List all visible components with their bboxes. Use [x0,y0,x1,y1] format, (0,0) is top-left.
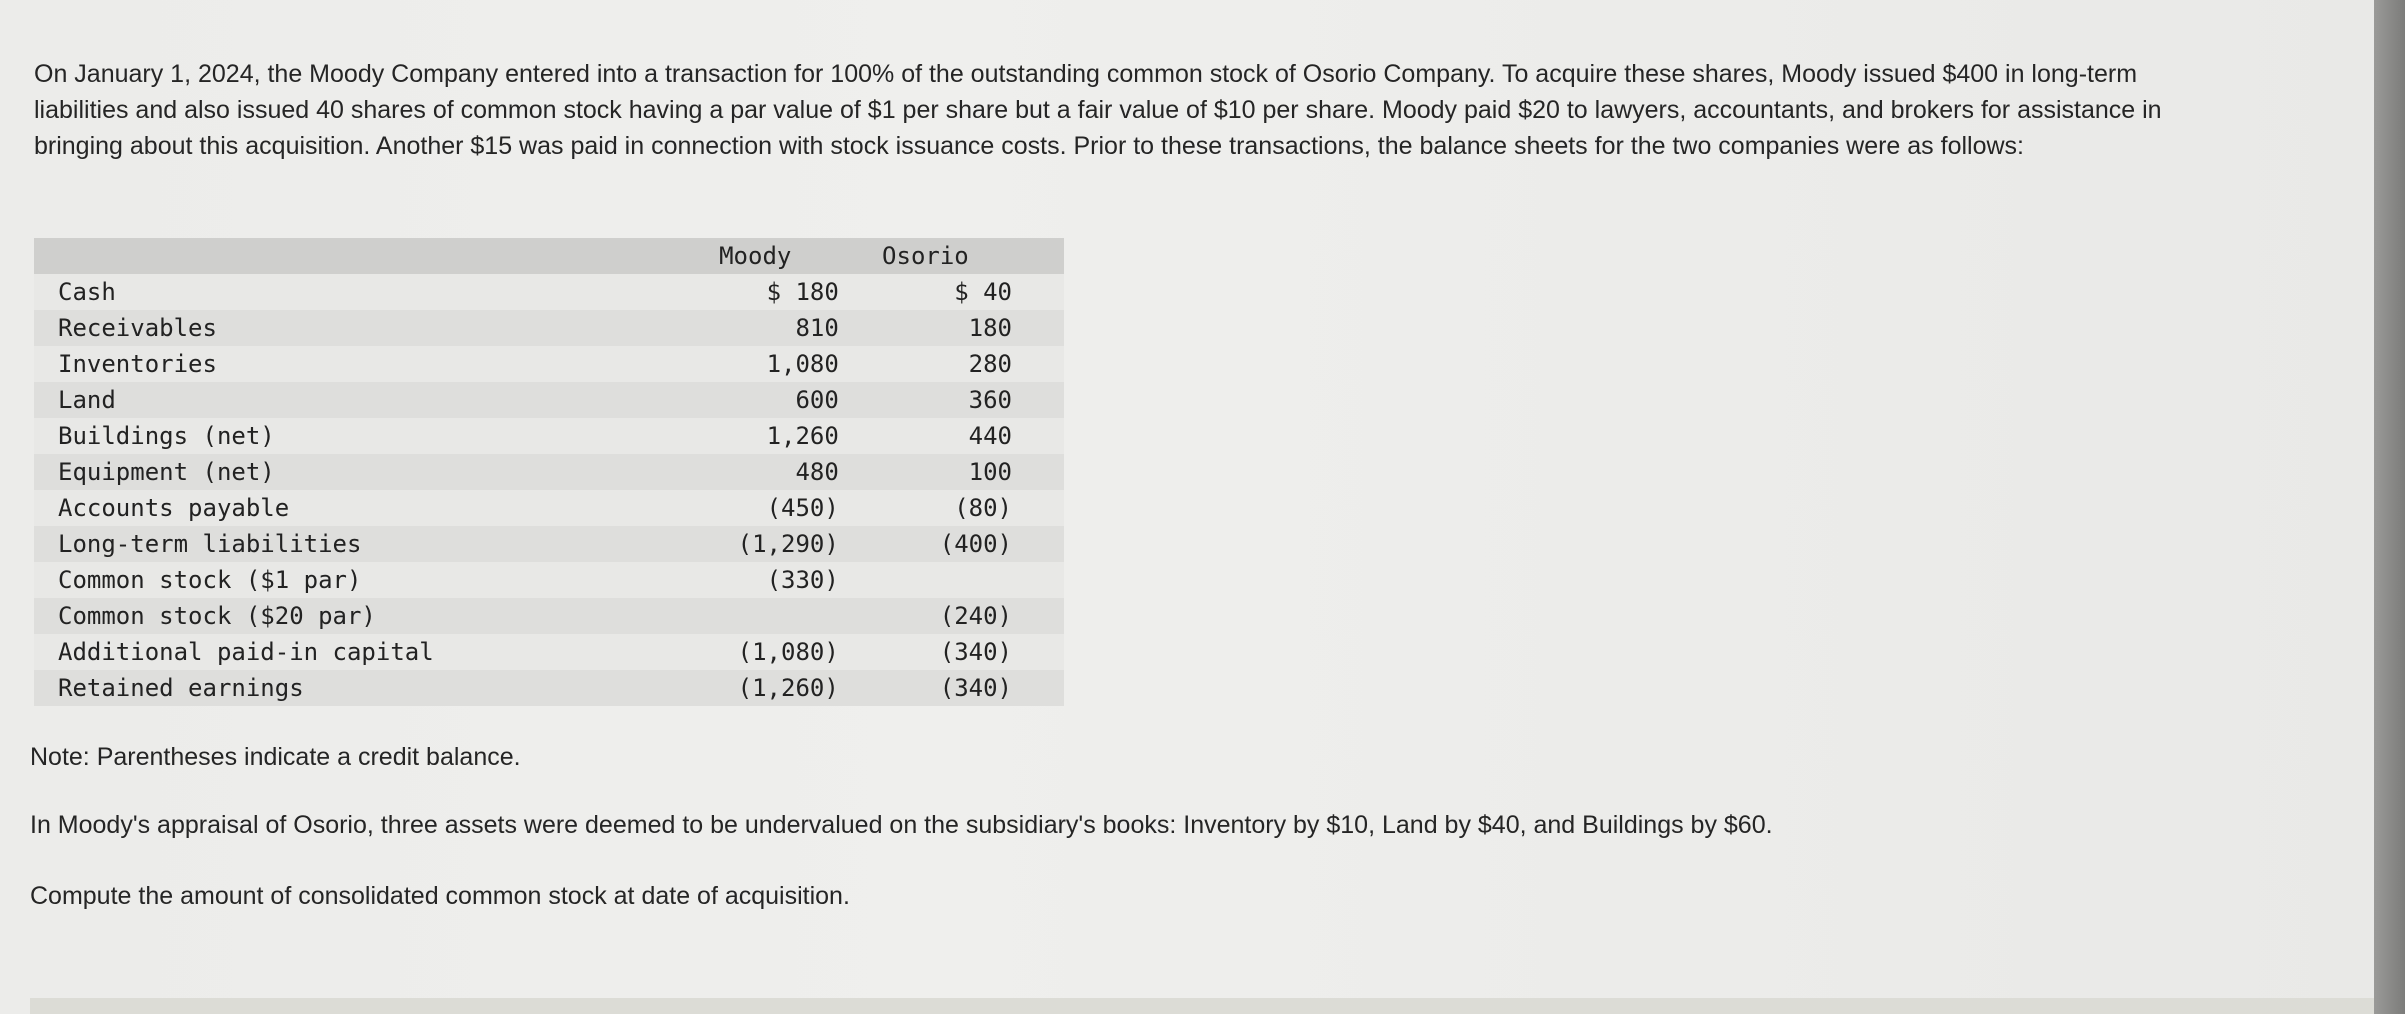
table-row [34,454,1064,490]
osorio-value: (340) [939,674,1012,702]
osorio-value: 360 [968,386,1012,414]
osorio-value: (80) [954,494,1012,522]
row-label: Land [58,386,116,414]
row-label: Accounts payable [58,494,290,522]
credit-balance-note: Note: Parentheses indicate a credit balance. [30,743,521,771]
answer-area-edge [30,998,2374,1014]
moody-value: 1,080 [766,350,839,378]
row-label: Buildings (net) [58,422,275,450]
moody-value: 810 [795,314,839,342]
moody-value: (1,290) [737,530,839,558]
moody-value: $ 180 [766,278,839,306]
table-row [34,598,1064,634]
problem-intro-text: On January 1, 2024, the Moody Company entered into a transaction for 100% of the outstanding common stock of Osorio Company. To acquire these shares, Moody issued $400 in long-term liabilities and also issued 40 shares of common stock having a par value of $1 per share but a fair value of $10 per share. Moody paid $20 to lawyers, accountants, and brokers for assistance in bringing about this acquisition. Another $15 was paid in connection with stock issuance costs. Prior to these transactions, the balance sheets for the two companies were as follows: [34,60,2162,160]
osorio-value: $ 40 [954,278,1012,306]
osorio-value: 180 [968,314,1012,342]
moody-value [672,598,839,634]
row-label: Retained earnings [58,674,304,702]
table-row [34,562,1064,598]
question-text: Compute the amount of consolidated common stock at date of acquisition. [30,882,850,910]
osorio-value: (340) [939,638,1012,666]
table-row [34,382,1064,418]
moody-value: 600 [795,386,839,414]
row-label: Common stock ($20 par) [58,602,376,630]
header-moody: Moody [719,242,792,270]
osorio-value: (240) [939,602,1012,630]
osorio-value: 280 [968,350,1012,378]
table-row [34,526,1064,562]
moody-value: 1,260 [766,422,839,450]
moody-value: (1,080) [737,638,839,666]
table-header-row [34,238,1064,274]
osorio-value: 100 [968,458,1012,486]
header-osorio: Osorio [882,242,969,270]
row-label: Inventories [58,350,217,378]
moody-value: (1,260) [737,674,839,702]
row-label: Common stock ($1 par) [58,566,362,594]
table-row [34,418,1064,454]
table-row [34,346,1064,382]
table-row [34,670,1064,706]
table-row [34,310,1064,346]
row-label: Equipment (net) [58,458,275,486]
osorio-value [839,562,1064,598]
header-label-column [34,238,672,274]
osorio-value: (400) [939,530,1012,558]
balance-sheet-table [34,238,1064,706]
moody-value: 480 [795,458,839,486]
table-row [34,274,1064,310]
row-label: Additional paid-in capital [58,638,434,666]
row-label: Receivables [58,314,217,342]
row-label: Long-term liabilities [58,530,362,558]
moody-value: (330) [766,566,839,594]
osorio-value: 440 [968,422,1012,450]
table-row [34,490,1064,526]
row-label: Cash [58,278,116,306]
table-row [34,634,1064,670]
scrollbar-edge [2374,0,2405,1014]
appraisal-text: In Moody's appraisal of Osorio, three assets were deemed to be undervalued on the subsidiary's books: Inventory by $10, Land by $40, and Buildings by $60. [30,811,1773,839]
moody-value: (450) [766,494,839,522]
